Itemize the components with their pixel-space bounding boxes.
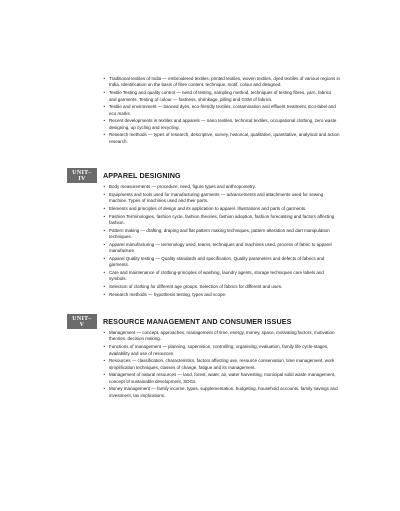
list-item: • Equipments and tools used for manufacturing garments — advancements and attachments used for sewing machine. Types of machines used and their parts. <box>102 192 340 205</box>
unit-5-list <box>102 330 340 399</box>
list-item: • Textile Testing and quality control — need of testing, sampling method, techniques of testing fibres, yarn, fabrics and garments. Testing of colour — fastness, shrinkage, pilling and GSM of fabrics. <box>102 90 340 103</box>
continued-section <box>102 76 340 147</box>
list-item: • Apparel Quality testing — Quality standards and specification, Quality parameters and defects of fabrics and garments. <box>102 256 340 269</box>
unit-badge: UNIT–IV <box>67 168 97 183</box>
list-item: • Selection of clothing for different age groups. Selection of fabrics for different and uses. <box>102 284 340 290</box>
list-item: • Traditional textiles of India — embroidered textiles, printed textiles, woven textiles, dyed textiles of various regions in India. Identification on the basis of fibre content, technique, motif, colour and designed. <box>102 76 340 89</box>
list-item: • Research methods — types of research, descriptive, survey, historical, qualitative, quantitative, analytical and action research. <box>102 132 340 145</box>
list-item: • Elements and principles of design and its application to apparel. Illustrations and parts of garments. <box>102 206 340 212</box>
list-item: • Pattern making — drafting, draping and flat pattern making techniques, pattern alteration and dart manipulation techniques. <box>102 228 340 241</box>
section-title: APPAREL DESIGNING <box>103 171 181 180</box>
unit-badge: UNIT–V <box>67 314 97 329</box>
section-title: RESOURCE MANAGEMENT AND CONSUMER ISSUES <box>103 317 292 326</box>
list-item: • Research methods — hypothesis testing, types and scope. <box>102 292 340 298</box>
list-item: • Fashion Terminologies, fashion cycle, fashion theories, fashion adoption, fashion forecasting and factors affecting fashion. <box>102 214 340 227</box>
list-item: • Resources — classification, characteristics, factors affecting use, resource conservation, time management, work simplification techniques, classes of change, fatigue and its management. <box>102 358 340 371</box>
unit-4-heading <box>67 170 342 181</box>
unit-5-heading <box>67 316 342 327</box>
list-item: • Body measurements — procedure, need, figure types and anthropometry. <box>102 184 340 190</box>
list-item: • Textile and environment — banned dyes, eco-friendly textiles, contamination and effluent treatment, Eco-label and eco marks. <box>102 104 340 117</box>
list-item: • Recent developments in textiles and apparels — nano textiles, technical textiles, occupational clothing, zero waste designing, up cycling and recycling. <box>102 118 340 131</box>
list-item: • Apparel manufacturing — terminology used, teams, techniques and machines used, process of fabric to apparel manufacture. <box>102 242 340 255</box>
list-item: • Money management — family income, types, supplementation, budgeting, household accounts, family savings and investment, tax implications. <box>102 386 340 399</box>
list-item: • Management — concept, approaches, management of time, energy, money, space, motivating factors, motivation theories, decision making. <box>102 330 340 343</box>
continued-list <box>102 76 340 145</box>
list-item: • Management of natural resources — land, forest, water, air, water harvesting, municipal solid waste management, concept of sustainable development, SDGs. <box>102 372 340 385</box>
list-item: • Care and maintenance of clothing-principles of washing, laundry agents, storage techniques care labels and symbols. <box>102 270 340 283</box>
unit-4-list <box>102 184 340 298</box>
unit-4-section <box>67 170 342 299</box>
list-item: • Functions of management — planning, supervision, controlling, organising, evaluation, family life cycle-stages, availability and use of resources. <box>102 344 340 357</box>
unit-5-section <box>67 316 342 401</box>
